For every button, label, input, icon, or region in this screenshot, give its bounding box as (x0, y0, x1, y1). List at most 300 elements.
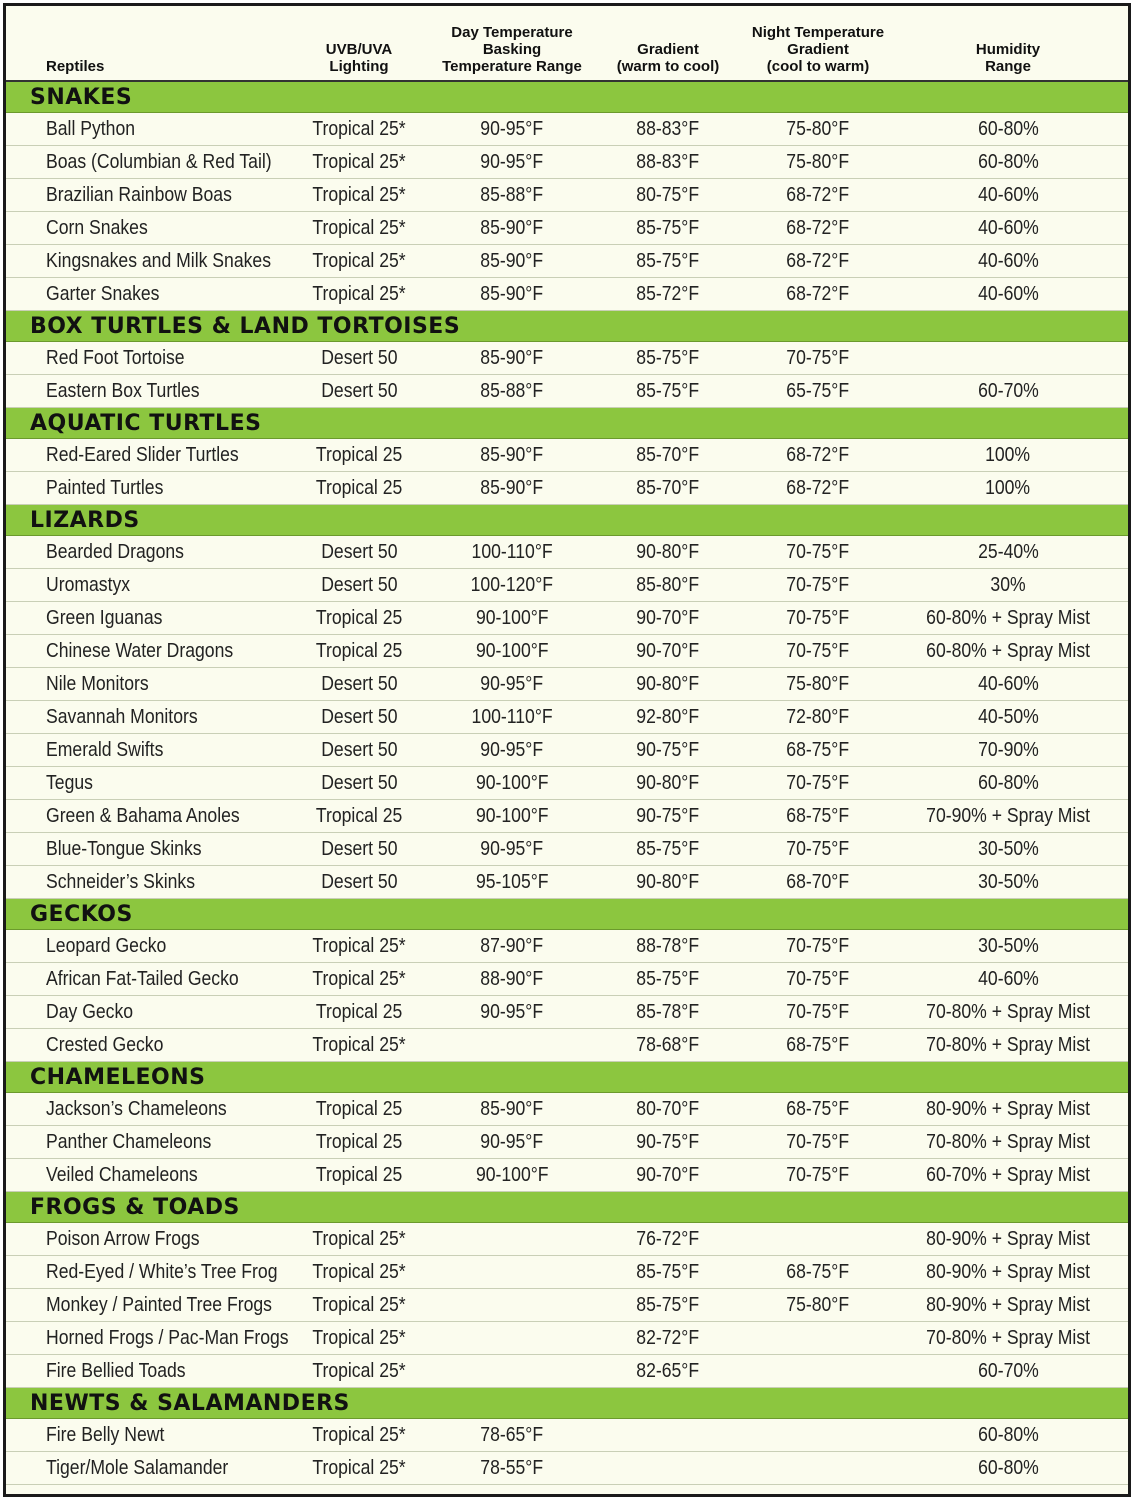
gradient-cell (588, 767, 748, 800)
gradient-cell (588, 930, 748, 963)
day-temp-cell (436, 536, 588, 569)
night-temp-cell (748, 1256, 888, 1289)
gradient-cell (588, 996, 748, 1029)
cell-text: 90-100°F (475, 804, 549, 827)
table-row (6, 1093, 1128, 1126)
lighting-cell (282, 113, 436, 146)
cell-text: 80-90% + Spray Mist (926, 1260, 1090, 1283)
cell-text: Desert 50 (320, 573, 398, 596)
lighting-cell (282, 245, 436, 278)
cell-text: Green & Bahama Anoles (46, 804, 240, 827)
night-temp-cell (748, 146, 888, 179)
cell-text: 85-90°F (480, 282, 544, 305)
gradient-cell (588, 472, 748, 505)
day-temp-cell (436, 1029, 588, 1062)
cell-text: Tiger/Mole Salamander (46, 1456, 229, 1479)
animal-name (6, 635, 282, 668)
header-lighting (282, 6, 436, 81)
cell-text: 100% (985, 443, 1031, 466)
gradient-cell (588, 1322, 748, 1355)
table-row (6, 701, 1128, 734)
cell-text: Emerald Swifts (46, 738, 164, 761)
night-temp-cell (748, 536, 888, 569)
gradient-cell (588, 800, 748, 833)
cell-text: Desert 50 (320, 870, 398, 893)
cell-text: 70-80% + Spray Mist (926, 1033, 1090, 1056)
lighting-cell (282, 668, 436, 701)
cell-text: Nile Monitors (46, 672, 149, 695)
cell-text: 70-75°F (786, 346, 850, 369)
day-temp-cell (436, 342, 588, 375)
table-row (6, 833, 1128, 866)
cell-text: 100-110°F (471, 540, 553, 563)
cell-text: 70-75°F (786, 771, 850, 794)
cell-text: 70-80% + Spray Mist (926, 1130, 1090, 1153)
table-row (6, 212, 1128, 245)
day-temp-cell (436, 833, 588, 866)
lighting-cell (282, 212, 436, 245)
cell-text: Tropical 25* (312, 150, 406, 173)
cell-text: 90-70°F (636, 1163, 700, 1186)
cell-text: Tropical 25* (312, 1423, 406, 1446)
night-temp-cell (748, 472, 888, 505)
night-temp-cell (748, 439, 888, 472)
cell-text: 90-95°F (480, 738, 544, 761)
lighting-cell (282, 1126, 436, 1159)
cell-text: 78-55°F (480, 1456, 544, 1479)
cell-text: 85-80°F (636, 573, 700, 596)
cell-text: 92-80°F (636, 705, 700, 728)
gradient-cell (588, 833, 748, 866)
cell-text: 60-80% (977, 1423, 1039, 1446)
cell-text: 88-83°F (636, 117, 700, 140)
table-row (6, 996, 1128, 1029)
cell-text: 75-80°F (786, 672, 850, 695)
cell-text: Tropical 25 (315, 1130, 403, 1153)
animal-name (6, 146, 282, 179)
cell-text: 100-120°F (470, 573, 554, 596)
day-temp-cell (436, 113, 588, 146)
cell-text: 60-80% (977, 771, 1039, 794)
cell-text: 85-90°F (480, 476, 544, 499)
cell-text: 70-75°F (786, 934, 850, 957)
night-temp-cell (748, 1126, 888, 1159)
gradient-cell (588, 1126, 748, 1159)
table-row (6, 569, 1128, 602)
cell-text: Schneider’s Skinks (46, 870, 196, 893)
cell-text: 70-75°F (786, 639, 850, 662)
gradient-cell (588, 179, 748, 212)
animal-name (6, 569, 282, 602)
humidity-cell (888, 1093, 1128, 1126)
gradient-cell (588, 146, 748, 179)
cell-text: 70-80% + Spray Mist (926, 1326, 1090, 1349)
lighting-cell (282, 439, 436, 472)
cell-text: Tropical 25* (312, 1456, 406, 1479)
cell-text: 60-70% + Spray Mist (926, 1163, 1090, 1186)
table-row (6, 963, 1128, 996)
gradient-cell (588, 1256, 748, 1289)
cell-text: 65-75°F (786, 379, 850, 402)
cell-text: 75-80°F (786, 1293, 850, 1316)
cell-text: Red-Eared Slider Turtles (46, 443, 239, 466)
lighting-cell (282, 342, 436, 375)
animal-name (6, 375, 282, 408)
humidity-cell (888, 1126, 1128, 1159)
cell-text: 85-75°F (636, 967, 700, 990)
humidity-cell (888, 701, 1128, 734)
cell-text: Desert 50 (320, 837, 398, 860)
lighting-cell (282, 866, 436, 899)
animal-name (6, 734, 282, 767)
cell-text: Monkey / Painted Tree Frogs (46, 1293, 272, 1316)
gradient-cell (588, 963, 748, 996)
humidity-cell (888, 439, 1128, 472)
cell-text: 85-72°F (636, 282, 700, 305)
humidity-cell (888, 602, 1128, 635)
humidity-cell (888, 1223, 1128, 1256)
animal-name (6, 930, 282, 963)
section-header (6, 505, 1128, 536)
cell-text: 90-95°F (480, 150, 544, 173)
day-temp-cell (436, 800, 588, 833)
table-row (6, 1322, 1128, 1355)
night-temp-cell (748, 866, 888, 899)
animal-name (6, 602, 282, 635)
day-temp-cell (436, 1256, 588, 1289)
table-row (6, 472, 1128, 505)
cell-text: Tropical 25* (312, 1359, 406, 1382)
cell-text: 90-95°F (480, 672, 544, 695)
lighting-cell (282, 1322, 436, 1355)
gradient-cell (588, 536, 748, 569)
cell-text: 60-70% (977, 379, 1039, 402)
cell-text: Tropical 25* (312, 216, 406, 239)
care-chart (3, 3, 1131, 1497)
humidity-cell (888, 800, 1128, 833)
cell-text: Veiled Chameleons (46, 1163, 198, 1186)
lighting-cell (282, 472, 436, 505)
animal-name (6, 668, 282, 701)
reptile-care-table (6, 6, 1128, 1485)
night-temp-cell (748, 1419, 888, 1452)
day-temp-cell (436, 1355, 588, 1388)
cell-text: 85-75°F (636, 379, 700, 402)
day-temp-cell (436, 866, 588, 899)
day-temp-cell (436, 701, 588, 734)
humidity-cell (888, 472, 1128, 505)
cell-text: 90-70°F (636, 639, 700, 662)
cell-text: Tropical 25 (315, 1000, 403, 1023)
cell-text: Tropical 25* (312, 1033, 406, 1056)
cell-text: 88-90°F (480, 967, 544, 990)
animal-name (6, 1029, 282, 1062)
cell-text: 76-72°F (636, 1227, 700, 1250)
lighting-cell (282, 635, 436, 668)
cell-text: 80-90% + Spray Mist (926, 1293, 1090, 1316)
animal-name (6, 245, 282, 278)
day-temp-cell (436, 472, 588, 505)
day-temp-cell (436, 1093, 588, 1126)
cell-text: 85-88°F (480, 183, 544, 206)
cell-text: 68-75°F (786, 738, 850, 761)
cell-text: 70-75°F (786, 837, 850, 860)
lighting-cell (282, 1452, 436, 1485)
cell-text: 85-90°F (480, 443, 544, 466)
gradient-cell (588, 866, 748, 899)
cell-text: 80-90% + Spray Mist (926, 1097, 1090, 1120)
section-title: LIZARDS (6, 505, 1128, 536)
gradient-cell (588, 668, 748, 701)
humidity-cell (888, 569, 1128, 602)
night-temp-cell (748, 930, 888, 963)
table-row (6, 113, 1128, 146)
table-row (6, 1029, 1128, 1062)
header-day-temperature (436, 6, 588, 81)
cell-text: 68-75°F (786, 1033, 850, 1056)
day-temp-cell (436, 245, 588, 278)
cell-text: 68-75°F (786, 804, 850, 827)
animal-name (6, 1159, 282, 1192)
table-body (6, 81, 1128, 1485)
lighting-cell (282, 1029, 436, 1062)
cell-text: Tegus (46, 771, 93, 794)
cell-text: 70-75°F (786, 606, 850, 629)
gradient-cell (588, 245, 748, 278)
header-night-temperature (748, 6, 888, 81)
lighting-cell (282, 278, 436, 311)
humidity-cell (888, 1029, 1128, 1062)
cell-text: Kingsnakes and Milk Snakes (46, 249, 272, 272)
day-temp-cell (436, 146, 588, 179)
cell-text: Boas (Columbian & Red Tail) (46, 150, 272, 173)
night-temp-cell (748, 212, 888, 245)
cell-text: Desert 50 (320, 672, 398, 695)
cell-text: Chinese Water Dragons (46, 639, 234, 662)
cell-text: 70-90% (977, 738, 1039, 761)
table-row (6, 800, 1128, 833)
cell-text: 90-80°F (636, 540, 700, 563)
lighting-cell (282, 146, 436, 179)
cell-text: Tropical 25* (312, 1227, 406, 1250)
cell-text: Eastern Box Turtles (46, 379, 200, 402)
cell-text: Red-Eyed / White’s Tree Frog (46, 1260, 278, 1283)
cell-text: 85-90°F (480, 1097, 544, 1120)
cell-text: 90-100°F (475, 639, 549, 662)
gradient-cell (588, 278, 748, 311)
humidity-cell (888, 536, 1128, 569)
table-row (6, 1452, 1128, 1485)
cell-text: 90-100°F (475, 1163, 549, 1186)
cell-text: Desert 50 (320, 540, 398, 563)
gradient-cell (588, 1093, 748, 1126)
cell-text: 90-75°F (636, 804, 700, 827)
table-row (6, 536, 1128, 569)
cell-text: Red Foot Tortoise (46, 346, 185, 369)
cell-text: 68-72°F (786, 216, 850, 239)
animal-name (6, 767, 282, 800)
night-temp-cell (748, 635, 888, 668)
cell-text: 85-70°F (636, 476, 700, 499)
header-gradient (588, 6, 748, 81)
table-header (6, 6, 1128, 81)
cell-text: Painted Turtles (46, 476, 164, 499)
lighting-cell (282, 1355, 436, 1388)
humidity-cell (888, 342, 1128, 375)
humidity-cell (888, 1355, 1128, 1388)
gradient-cell (588, 602, 748, 635)
cell-text: 60-80% + Spray Mist (926, 639, 1090, 662)
night-temp-cell (748, 1159, 888, 1192)
cell-text: Tropical 25* (312, 249, 406, 272)
gradient-cell (588, 569, 748, 602)
cell-text: Ball Python (46, 117, 136, 140)
cell-text: 30% (990, 573, 1026, 596)
cell-text: Savannah Monitors (46, 705, 198, 728)
cell-text: 85-75°F (636, 837, 700, 860)
cell-text: 68-72°F (786, 183, 850, 206)
night-temp-cell (748, 1223, 888, 1256)
cell-text: Blue-Tongue Skinks (46, 837, 202, 860)
cell-text: 85-75°F (636, 346, 700, 369)
night-temp-cell (748, 278, 888, 311)
humidity-cell (888, 996, 1128, 1029)
cell-text: 88-78°F (636, 934, 700, 957)
cell-text: 90-95°F (480, 1130, 544, 1153)
cell-text: 85-75°F (636, 249, 700, 272)
animal-name (6, 1256, 282, 1289)
cell-text: 85-75°F (636, 1260, 700, 1283)
cell-text: 100% (985, 476, 1031, 499)
table-row (6, 668, 1128, 701)
gradient-cell (588, 1159, 748, 1192)
cell-text: 90-100°F (475, 771, 549, 794)
header-line: (warm to cool) (616, 58, 720, 75)
night-temp-cell (748, 342, 888, 375)
animal-name (6, 212, 282, 245)
cell-text: 90-75°F (636, 1130, 700, 1153)
cell-text: Tropical 25* (312, 1326, 406, 1349)
humidity-cell (888, 668, 1128, 701)
animal-name (6, 179, 282, 212)
cell-text: Desert 50 (320, 771, 398, 794)
cell-text: Tropical 25* (312, 967, 406, 990)
cell-text: Tropical 25* (312, 282, 406, 305)
lighting-cell (282, 1093, 436, 1126)
cell-text: Tropical 25* (312, 117, 406, 140)
lighting-cell (282, 1256, 436, 1289)
table-row (6, 1355, 1128, 1388)
cell-text: 90-75°F (636, 738, 700, 761)
cell-text: Leopard Gecko (46, 934, 167, 957)
animal-name (6, 1355, 282, 1388)
cell-text: 80-70°F (636, 1097, 700, 1120)
cell-text: Desert 50 (320, 346, 398, 369)
cell-text: Tropical 25 (315, 639, 403, 662)
day-temp-cell (436, 212, 588, 245)
cell-text: 40-60% (977, 183, 1039, 206)
section-title: CHAMELEONS (6, 1062, 1128, 1093)
lighting-cell (282, 375, 436, 408)
cell-text: Bearded Dragons (46, 540, 184, 563)
table-row (6, 1126, 1128, 1159)
table-row (6, 439, 1128, 472)
day-temp-cell (436, 375, 588, 408)
header-line: Range (985, 58, 1031, 75)
humidity-cell (888, 1159, 1128, 1192)
cell-text: Tropical 25* (312, 183, 406, 206)
cell-text: 68-70°F (786, 870, 850, 893)
humidity-cell (888, 113, 1128, 146)
lighting-cell (282, 1223, 436, 1256)
night-temp-cell (748, 668, 888, 701)
day-temp-cell (436, 1419, 588, 1452)
day-temp-cell (436, 930, 588, 963)
night-temp-cell (748, 1029, 888, 1062)
day-temp-cell (436, 767, 588, 800)
table-row (6, 1223, 1128, 1256)
header-line: Basking (482, 41, 542, 58)
humidity-cell (888, 1256, 1128, 1289)
humidity-cell (888, 245, 1128, 278)
day-temp-cell (436, 1289, 588, 1322)
animal-name (6, 866, 282, 899)
section-header (6, 899, 1128, 930)
humidity-cell (888, 1419, 1128, 1452)
gradient-cell (588, 1029, 748, 1062)
humidity-cell (888, 963, 1128, 996)
day-temp-cell (436, 569, 588, 602)
cell-text: Brazilian Rainbow Boas (46, 183, 232, 206)
table-row (6, 602, 1128, 635)
cell-text: Uromastyx (46, 573, 131, 596)
cell-text: 68-72°F (786, 249, 850, 272)
humidity-cell (888, 278, 1128, 311)
cell-text: 70-75°F (786, 1000, 850, 1023)
gradient-cell (588, 212, 748, 245)
cell-text: 30-50% (977, 870, 1039, 893)
cell-text: 40-60% (977, 282, 1039, 305)
cell-text: 85-90°F (480, 216, 544, 239)
gradient-cell (588, 1223, 748, 1256)
cell-text: 75-80°F (786, 150, 850, 173)
night-temp-cell (748, 800, 888, 833)
cell-text: 85-90°F (480, 249, 544, 272)
animal-name (6, 1093, 282, 1126)
cell-text: Tropical 25 (315, 443, 403, 466)
animal-name (6, 113, 282, 146)
cell-text: Tropical 25 (315, 804, 403, 827)
cell-text: 68-75°F (786, 1260, 850, 1283)
humidity-cell (888, 767, 1128, 800)
cell-text: 85-88°F (480, 379, 544, 402)
lighting-cell (282, 701, 436, 734)
section-title: SNAKES (6, 81, 1128, 113)
night-temp-cell (748, 1289, 888, 1322)
gradient-cell (588, 113, 748, 146)
night-temp-cell (748, 767, 888, 800)
section-title: FROGS & TOADS (6, 1192, 1128, 1223)
header-reptiles (6, 6, 282, 81)
table-row (6, 179, 1128, 212)
section-title: NEWTS & SALAMANDERS (6, 1388, 1128, 1419)
cell-text: 75-80°F (786, 117, 850, 140)
animal-name (6, 342, 282, 375)
table-row (6, 1256, 1128, 1289)
table-row (6, 278, 1128, 311)
table-row (6, 866, 1128, 899)
gradient-cell (588, 1355, 748, 1388)
